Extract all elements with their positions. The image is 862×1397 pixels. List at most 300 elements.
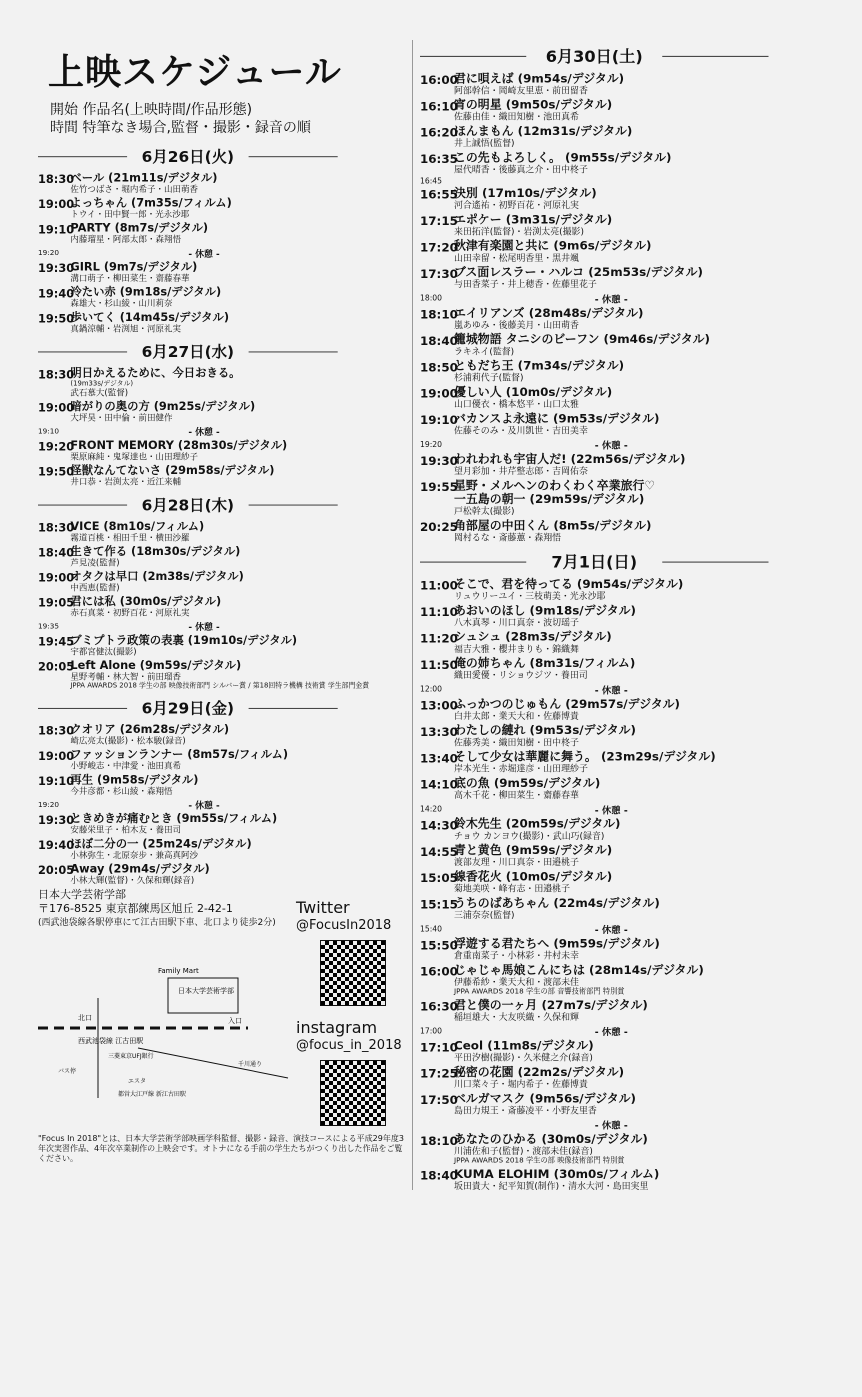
start-time: 20:05	[38, 660, 75, 674]
map-label-senkawa: 千川通り	[238, 1061, 263, 1068]
start-time: 18:10	[420, 1134, 458, 1149]
column-divider	[412, 40, 413, 1190]
screening-row	[38, 286, 338, 309]
page-title: 上映スケジュール	[48, 52, 342, 93]
screening-body	[70, 172, 337, 195]
screening-body	[70, 197, 337, 220]
break-time: 14:20	[420, 805, 443, 815]
twitter-qr-code	[320, 940, 386, 1006]
start-time: 11:00	[420, 579, 458, 594]
film-credits: 小林大輝(監督)・久保和輝(録音)	[70, 875, 195, 886]
screening-row	[420, 937, 769, 961]
film-credits: 渡部友理・川口真奈・田邉桃子	[454, 857, 579, 868]
screening-row	[420, 698, 769, 722]
screening-row	[38, 367, 338, 398]
screening-row	[420, 151, 769, 175]
screening-body	[70, 400, 337, 423]
instagram-handle[interactable]: @focus_in_2018	[296, 1038, 402, 1053]
start-time: 14:55	[420, 845, 458, 860]
start-time: 19:50	[38, 465, 75, 479]
film-title: 君に唄えば (9m54s/デジタル)	[454, 72, 625, 86]
film-title: 君には私 (30m0s/デジタル)	[70, 595, 222, 609]
screening-row	[420, 412, 769, 436]
screening-row	[420, 1039, 769, 1063]
screening-row	[38, 723, 338, 746]
screening-body	[454, 307, 769, 331]
day-header: 6月27日(水)	[38, 340, 338, 362]
screening-body	[70, 863, 337, 886]
instagram-label: instagram	[296, 1018, 378, 1037]
screening-row	[420, 604, 769, 628]
start-time: 19:50	[38, 312, 75, 326]
film-title: エポケー (3m31s/デジタル)	[454, 213, 613, 227]
screening-row	[420, 72, 769, 96]
film-credits: 白井太郎・業天大和・佐藤博貴	[454, 711, 579, 722]
start-time: 18:30	[38, 521, 75, 535]
film-title: ベルガマスク (9m56s/デジタル)	[454, 1092, 636, 1106]
screening-body	[454, 777, 769, 801]
break-label: - 休憩 -	[594, 293, 628, 305]
film-title: ふっかつのじゅもん (29m57s/デジタル)	[454, 697, 680, 712]
screening-body	[454, 479, 769, 516]
film-credits: 伊藤希紗・業天大和・渡部未佳	[454, 977, 579, 988]
screening-body	[70, 659, 369, 690]
screening-row	[420, 657, 769, 681]
film-title: ともだち王 (7m34s/デジタル)	[454, 359, 625, 373]
break-row	[420, 803, 769, 817]
screening-body	[454, 412, 769, 436]
start-time: 13:30	[420, 725, 458, 740]
film-credits: 真鍋涼輔・岩渕旭・河原礼実	[70, 324, 181, 334]
break-row	[420, 292, 769, 306]
screening-row	[420, 1168, 769, 1192]
map-building	[168, 978, 238, 1013]
screening-row	[420, 724, 769, 748]
break-time: 15:40	[420, 925, 443, 934]
twitter-handle[interactable]: @FocusIn2018	[296, 918, 392, 933]
start-time: 19:00	[420, 387, 458, 401]
event-description: "Focus In 2018"とは、日本大学芸術学部映画学科監督、撮影・録音、演技コースによる平成29年度3年次実習作品、4年次卒業制作の上映会です。オトナになる手前の学生たちがつくり出した作品をご覧ください。	[38, 1134, 404, 1163]
film-credits: 坂田貴大・紀平知賀(制作)・清水大河・島田実里	[454, 1181, 649, 1192]
film-credits: 崎広亮太(撮影)・松本駿(録音)	[70, 736, 186, 747]
address: 〒176-8525 東京都練馬区旭丘 2-42-1	[38, 902, 233, 915]
screening-body	[454, 1066, 769, 1090]
screening-body	[70, 464, 337, 487]
film-credits: 霧道百桃・相田千里・横田沙羅	[70, 532, 190, 543]
screening-body	[70, 261, 337, 284]
start-time: 19:00	[38, 401, 75, 415]
film-title: 明日かえるために、今日おきる。	[70, 366, 241, 380]
film-title: シュシュ (28m3s/デジタル)	[454, 630, 612, 645]
break-time: 18:00	[420, 294, 443, 304]
start-time: 13:00	[420, 699, 458, 713]
screening-body	[70, 367, 337, 398]
map-label-entrance: 入口	[228, 1017, 242, 1025]
film-title: 生きて作る (18m30s/デジタル)	[70, 545, 241, 559]
break-label: - 休憩 -	[594, 804, 628, 816]
screening-body	[70, 439, 337, 462]
screening-row	[38, 659, 370, 691]
start-time: 19:30	[38, 814, 75, 828]
legend-line-2: 時間 特筆なき場合,監督・撮影・録音の順	[50, 120, 311, 136]
film-credits: 溝口萌子・柳田菜生・齋藤春華	[70, 273, 190, 284]
start-time: 19:10	[38, 775, 75, 789]
screening-row	[420, 777, 769, 801]
screening-row	[420, 125, 769, 149]
film-credits: 高木千花・柳田菜生・齋藤春華	[454, 790, 579, 801]
map-label-fm: Family Mart	[158, 967, 199, 975]
film-title: そして少女は華麗に舞う。 (23m29s/デジタル)	[454, 750, 716, 764]
film-credits: 佐藤そのみ・及川凱世・吉田美幸	[454, 425, 588, 436]
screening-body	[454, 937, 769, 961]
film-title: 青と黄色 (9m59s/デジタル)	[454, 843, 613, 858]
start-time: 16:00	[420, 73, 458, 88]
film-title: あなたのひかる (30m0s/デジタル)	[454, 1132, 648, 1147]
map-label-shin-ekoda: 都営大江戸線 新江古田駅	[118, 1091, 186, 1098]
film-credits: 河合遙祐・初野百花・河原礼実	[454, 200, 579, 211]
screening-body	[70, 748, 337, 771]
break-label: - 休憩 -	[188, 622, 220, 633]
film-credits: 山田幸留・松尾明香里・黒井颯	[454, 253, 579, 264]
day-header: 6月28日(木)	[38, 493, 338, 515]
film-title: じゃじゃ馬娘こんにちは (28m14s/デジタル)	[454, 963, 704, 978]
start-time: 11:10	[420, 605, 458, 620]
university-name: 日本大学芸術学部	[38, 888, 126, 901]
screening-row	[38, 222, 338, 245]
film-credits: 稲垣雄大・大友咲織・久保和輝	[454, 1012, 579, 1023]
screening-row	[38, 197, 338, 220]
film-title: 鈴木先生 (20m59s/デジタル)	[454, 817, 621, 832]
film-title: うちのばあちゃん (22m4s/デジタル)	[454, 896, 660, 911]
film-credits: 川浦佐和子(監督)・渡部未佳(録音)	[454, 1146, 593, 1157]
film-title: よっちゃん (7m35s/フィルム)	[70, 196, 232, 210]
start-time: 19:55	[420, 480, 458, 495]
start-time: 18:50	[420, 361, 458, 375]
start-time: 17:10	[420, 1041, 458, 1055]
break-row	[38, 799, 338, 812]
start-time: 17:50	[420, 1093, 458, 1108]
map-road-2	[138, 1048, 288, 1078]
start-time: 20:05	[38, 864, 75, 878]
start-time: 18:40	[38, 546, 75, 560]
film-title: ほぼ二分の一 (25m24s/デジタル)	[70, 837, 252, 851]
film-credits: 川口菜々子・堀内希子・佐藤博貴	[454, 1079, 588, 1090]
film-title: 星野・メルヘンのわくわく卒業旅行♡	[454, 479, 656, 493]
day-section	[38, 493, 370, 691]
break-time: 19:20	[38, 249, 60, 258]
film-credits: 芦見凌(監督)	[70, 558, 120, 568]
film-title: 歩いてく (14m45s/デジタル)	[70, 311, 230, 325]
screening-body	[454, 964, 769, 996]
screening-row	[38, 634, 338, 657]
screening-body	[454, 818, 769, 842]
screening-row	[420, 98, 769, 122]
screening-body	[70, 838, 337, 861]
start-time: 16:10	[420, 100, 458, 114]
screening-body	[454, 187, 769, 211]
break-label: - 休憩 -	[594, 924, 628, 936]
film-credits: 佐藤秀美・織田知樹・田中柊子	[454, 737, 579, 748]
screening-row	[420, 333, 769, 357]
screening-row	[420, 964, 769, 996]
break-time: 16:45	[420, 177, 443, 186]
film-title: Left Alone (9m59s/デジタル)	[70, 659, 242, 673]
film-title: ほんまもん (12m31s/デジタル)	[454, 124, 633, 139]
right-column	[420, 36, 830, 1397]
map-label-univ: 日本大学芸術学部	[178, 987, 234, 995]
break-row	[420, 923, 769, 937]
instagram-qr-code	[320, 1060, 386, 1126]
screening-row	[420, 1066, 769, 1090]
film-credits: 望月彩加・井芹整志郎・吉岡佑奈	[454, 466, 588, 477]
start-time: 19:30	[38, 262, 75, 276]
day-header: 6月26日(火)	[38, 145, 338, 167]
film-title: 秘密の花園 (22m2s/デジタル)	[454, 1065, 625, 1080]
screening-body	[454, 151, 769, 175]
film-title: Ceol (11m8s/デジタル)	[454, 1039, 594, 1053]
start-time: 15:50	[420, 939, 458, 953]
screening-row	[420, 266, 769, 290]
screening-row	[420, 307, 769, 331]
film-credits: トウイ・田中賢一郎・光永沙耶	[70, 209, 190, 220]
film-title: 秋津有楽園と共に (9m6s/デジタル)	[454, 239, 652, 254]
screening-body	[70, 774, 337, 797]
screening-row	[420, 631, 769, 655]
start-time: 19:00	[38, 750, 75, 764]
break-label: - 休憩 -	[594, 1120, 628, 1132]
screening-body	[454, 604, 769, 628]
film-credits: 杉浦莉代子(監督)	[454, 372, 524, 384]
film-title: オタクは早口 (2m38s/デジタル)	[70, 570, 244, 584]
screening-body	[454, 72, 769, 96]
film-credits: 戸松幹太(撮影)	[454, 506, 515, 517]
screening-body	[454, 453, 769, 477]
screening-body	[454, 999, 769, 1023]
start-time: 20:25	[420, 520, 458, 535]
film-title: わたしの縺れ (9m53s/デジタル)	[454, 724, 636, 738]
screening-row	[38, 520, 338, 543]
break-label: - 休憩 -	[594, 1026, 628, 1038]
film-credits: 赤石真菜・初野百花・河原礼実	[70, 608, 190, 619]
film-title: FRONT MEMORY (28m30s/デジタル)	[70, 439, 288, 452]
film-credits: 来田拓洋(監督)・岩渕太亮(撮影)	[454, 226, 584, 237]
start-time: 19:40	[38, 839, 75, 853]
break-row	[38, 620, 338, 633]
start-time: 16:20	[420, 126, 458, 141]
screening-row	[38, 570, 338, 593]
film-credits: 織田愛優・リショウジツ・養田司	[454, 670, 588, 681]
break-time: 19:10	[38, 427, 60, 436]
film-credits: 安藤栄里子・柏木友・養田司	[70, 825, 181, 836]
film-title: そこで、君を待ってる (9m54s/デジタル)	[454, 577, 684, 592]
day-header: 6月30日(土)	[420, 44, 769, 67]
day-section	[38, 697, 338, 886]
start-time: 19:10	[420, 413, 458, 428]
film-title: バカンスよ永遠に (9m53s/デジタル)	[454, 412, 660, 426]
start-time: 19:00	[38, 571, 75, 585]
screening-body	[454, 519, 769, 543]
film-credits: 大坪昊・田中倫・前田健作	[70, 413, 173, 423]
film-title: PARTY (8m7s/デジタル)	[70, 221, 209, 235]
screening-body	[70, 286, 337, 309]
day-header: 6月29日(金)	[38, 697, 338, 719]
film-title: 暗がりの奥の方 (9m25s/デジタル)	[70, 400, 256, 414]
screening-row	[38, 439, 338, 462]
start-time: 17:15	[420, 214, 458, 229]
start-time: 11:50	[420, 658, 458, 673]
screening-body	[70, 520, 337, 543]
screening-row	[38, 172, 338, 195]
start-time: 18:30	[38, 368, 75, 382]
map-label-bank: 三菱東京UFJ銀行	[108, 1053, 154, 1060]
start-time: 14:10	[420, 778, 458, 792]
film-credits: 中西恵(監督)	[70, 583, 120, 593]
film-credits: 宇都宮健汰(撮影)	[70, 647, 137, 657]
film-title: 優しい人 (10m0s/デジタル)	[454, 385, 613, 400]
film-credits: 山口優衣・橋本悠平・山口太雅	[454, 399, 579, 410]
map-label-bus: バス停	[58, 1068, 77, 1075]
film-credits: 八木真琴・川口真奈・波切瑶子	[454, 617, 579, 628]
screening-row	[38, 400, 338, 423]
screening-body	[454, 1168, 769, 1192]
break-time: 19:35	[38, 622, 60, 631]
start-time: 16:00	[420, 965, 458, 979]
access-map	[38, 958, 298, 1098]
screening-row	[420, 578, 769, 602]
screening-row	[420, 844, 769, 868]
film-credits: 屋代晴香・後藤真之介・田中柊子	[454, 164, 588, 175]
screening-body	[454, 631, 769, 655]
screening-body	[454, 657, 769, 681]
screening-row	[38, 311, 338, 334]
break-row	[420, 438, 769, 452]
award-note: JPPA AWARDS 2018 学生の部 映像技術部門 特別賞	[454, 1156, 625, 1166]
film-title: 決別 (17m10s/デジタル)	[454, 186, 597, 201]
film-credits: 井口恭・岩渕太亮・近江来輔	[70, 477, 181, 487]
start-time: 19:30	[420, 454, 458, 469]
film-title: VICE (8m10s/フィルム)	[70, 520, 205, 533]
film-credits: 菊地美咲・峰有志・田邉桃子	[454, 883, 571, 894]
film-credits: 三浦奈奈(監督)	[454, 910, 515, 921]
start-time: 18:40	[420, 334, 458, 349]
break-label: - 休憩 -	[594, 440, 628, 452]
right-days	[420, 44, 769, 1192]
break-row	[420, 1118, 769, 1132]
film-credits: 小野峻志・中津愛・池田真希	[70, 761, 181, 772]
screening-row	[38, 545, 338, 568]
screening-body	[454, 1039, 769, 1063]
film-credits: 佐竹つばさ・堀内希子・山田萌香	[70, 184, 198, 195]
screening-row	[420, 386, 769, 410]
screening-body	[454, 698, 769, 722]
film-credits: 内藤瑠星・阿部太郎・森翔悟	[70, 234, 181, 245]
screening-row	[420, 187, 769, 211]
legend	[50, 101, 408, 137]
screening-body	[454, 1092, 769, 1116]
film-title: 怪獣なんてないさ (29m58s/デジタル)	[70, 464, 275, 478]
film-credits: 倉重南菜子・小林彩・井村未幸	[454, 950, 579, 962]
film-title: エイリアンズ (28m48s/デジタル)	[454, 306, 644, 321]
screening-body	[454, 1133, 769, 1165]
start-time: 15:05	[420, 871, 458, 886]
film-title: KUMA ELOHIM (30m0s/フィルム)	[454, 1167, 660, 1182]
break-label: - 休憩 -	[188, 248, 220, 260]
screening-row	[38, 261, 338, 284]
film-title: 再生 (9m58s/デジタル)	[70, 773, 199, 787]
screening-body	[70, 595, 337, 618]
screening-body	[454, 870, 769, 894]
day-section	[38, 145, 338, 334]
start-time: 17:20	[420, 241, 458, 255]
film-title: あおいのほし (9m18s/デジタル)	[454, 604, 636, 618]
award-note: JPPA AWARDS 2018 学生の部 音響技術部門 特別賞	[454, 987, 625, 996]
start-time: 17:30	[420, 267, 458, 282]
break-row	[420, 683, 769, 697]
film-title: 線香花火 (10m0s/デジタル)	[454, 870, 613, 884]
film-title: 君と僕の一ヶ月 (27m7s/デジタル)	[454, 998, 648, 1013]
film-subtitle: 一五島の朝一 (29m59s/デジタル)	[454, 492, 645, 507]
start-time: 18:10	[420, 308, 458, 322]
film-credits: 佐藤由佳・織田知樹・池田真希	[454, 112, 579, 123]
start-time: 16:30	[420, 1000, 458, 1014]
break-label: - 休憩 -	[594, 684, 628, 696]
screening-row	[420, 519, 769, 543]
film-credits: 与田香菜子・井上穂香・佐藤里花子	[454, 279, 597, 290]
film-credits: 阿部幹信・岡崎友里恵・前田留香	[454, 85, 588, 96]
screening-body	[70, 311, 337, 334]
screening-body	[454, 750, 769, 774]
screening-body	[70, 723, 337, 746]
screening-row	[38, 838, 338, 861]
start-time: 16:35	[420, 152, 458, 167]
day-section	[420, 44, 769, 543]
film-title: ベール (21m11s/デジタル)	[70, 171, 218, 185]
screening-body	[454, 724, 769, 748]
film-credits: 井上誠悟(監督)	[454, 138, 515, 149]
film-title: ときめきが痛むとき (9m55s/フィルム)	[70, 812, 278, 826]
screening-body	[70, 570, 337, 593]
start-time: 18:30	[38, 173, 75, 187]
film-title: この先もよろしく。 (9m55s/デジタル)	[454, 151, 672, 165]
break-row	[38, 247, 338, 260]
screening-body	[454, 240, 769, 264]
film-title: 俺の姉ちゃん (8m31s/フィルム)	[454, 656, 636, 671]
map-label-north: 北口	[78, 1014, 92, 1022]
film-credits: リュウリーユイ・三枝萌美・光永沙耶	[454, 591, 606, 602]
screening-body	[454, 578, 769, 602]
screening-body	[454, 844, 769, 868]
screening-row	[420, 999, 769, 1023]
screening-body	[454, 98, 769, 122]
left-days	[38, 145, 370, 886]
break-row	[420, 177, 769, 186]
start-time: 19:00	[38, 198, 75, 212]
break-row	[38, 425, 338, 438]
film-title: 籠城物語 タニシのビーフン (9m46s/デジタル)	[454, 333, 710, 347]
day-section	[420, 550, 769, 1192]
screening-body	[454, 386, 769, 410]
screening-body	[454, 213, 769, 237]
screening-row	[420, 213, 769, 237]
screening-body	[454, 266, 769, 290]
map-label-esta: エスタ	[128, 1078, 147, 1085]
break-label: - 休憩 -	[188, 426, 220, 438]
film-credits: 小林弥生・北原奈步・兼高真阿沙	[70, 850, 198, 861]
day-section	[38, 340, 338, 487]
start-time: 19:05	[38, 596, 75, 610]
start-time: 19:40	[38, 287, 75, 301]
screening-body	[454, 359, 769, 383]
